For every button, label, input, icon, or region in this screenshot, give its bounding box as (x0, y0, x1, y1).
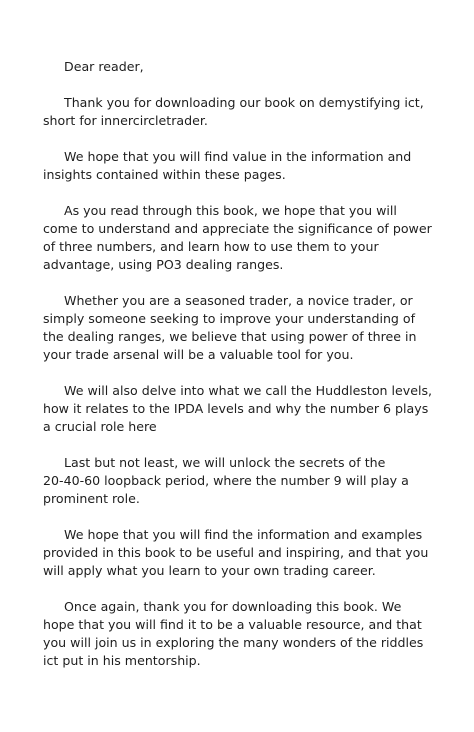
paragraph-power-of-three: As you read through this book, we hope that you will come to understand and appreciate the significance of power of three numbers, and learn how to use them to your advantage, using PO3 dealing ranges. (43, 203, 432, 272)
paragraph-useful-inspiring: We hope that you will find the information and examples provided in this book to be useful and inspiring, and that you will apply what you learn to your own trading career. (43, 527, 429, 578)
paragraph-hope-value: We hope that you will find value in the information and insights contained within these pages. (43, 149, 412, 182)
paragraph-loopback-period: Last but not least, we will unlock the secrets of the 20-40-60 loopback period, where the number 9 will play a prominent role. (43, 455, 409, 506)
paragraph-thanks: Thank you for downloading our book on demystifying ict, short for innercircletrader. (43, 95, 424, 128)
paragraph-huddleston-levels: We will also delve into what we call the Huddleston levels, how it relates to the IPDA levels and why the number 6 plays a crucial role here (43, 383, 433, 434)
paragraph-closing: Once again, thank you for downloading this book. We hope that you will find it to be a valuable resource, and that you will join us in exploring the many wonders of the riddles ict put in his mentorship. (43, 599, 424, 668)
letter-page (43, 58, 448, 688)
salutation: Dear reader, (64, 59, 144, 74)
paragraph-audience: Whether you are a seasoned trader, a novice trader, or simply someone seeking to improve your understanding of the dealing ranges, we believe that using power of three in your trade arsenal will be a valuable tool for you. (43, 293, 417, 362)
